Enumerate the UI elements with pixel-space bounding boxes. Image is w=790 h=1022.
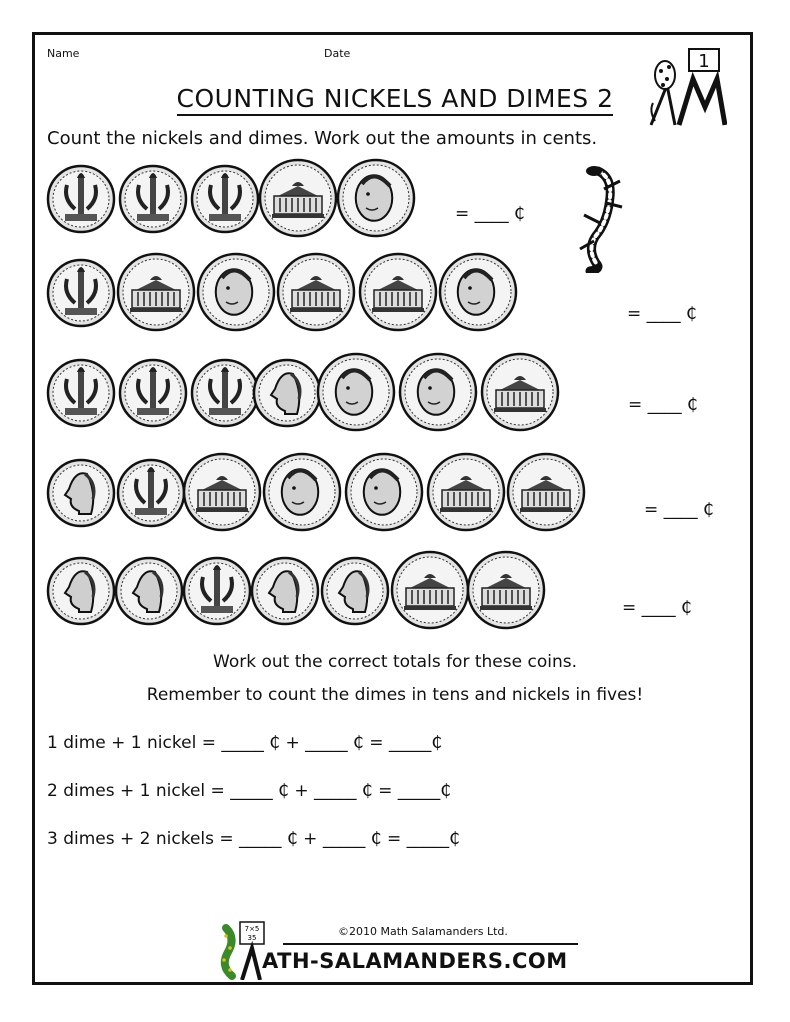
problem-3: 3 dimes + 2 nickels = _____ ₵ + _____ ₵ = _____₵ [47, 829, 460, 849]
svg-text:35: 35 [247, 934, 257, 942]
dime-coin-icon [46, 258, 116, 332]
dime-coin-icon [320, 556, 390, 630]
answer-blank-2: = ____ ₵ [627, 304, 697, 324]
footer-divider [283, 943, 578, 945]
svg-text:7×5: 7×5 [244, 925, 260, 933]
problem-2: 2 dimes + 1 nickel = _____ ₵ + _____ ₵ = _____₵ [47, 781, 452, 801]
nickel-coin-icon [276, 252, 356, 336]
nickel-coin-icon [390, 550, 470, 634]
dime-coin-icon [182, 556, 252, 630]
dime-coin-icon [46, 458, 116, 532]
nickel-coin-icon [438, 252, 518, 336]
nickel-coin-icon [116, 252, 196, 336]
dime-coin-icon [46, 556, 116, 630]
dime-coin-icon [190, 164, 260, 238]
nickel-coin-icon [196, 252, 276, 336]
nickel-coin-icon [336, 158, 416, 242]
footer-salamander-logo [212, 918, 268, 984]
nickel-coin-icon [466, 550, 546, 634]
nickel-coin-icon [398, 352, 478, 436]
nickel-coin-icon [506, 452, 586, 536]
salamander-icon [568, 163, 628, 277]
date-label: Date [324, 47, 351, 60]
answer-blank-1: = ____ ₵ [455, 204, 525, 224]
answer-blank-5: = ____ ₵ [622, 598, 692, 618]
website-text: ATH-SALAMANDERS.COM [262, 949, 568, 973]
nickel-coin-icon [182, 452, 262, 536]
dime-coin-icon [116, 458, 186, 532]
dime-coin-icon [250, 556, 320, 630]
dime-coin-icon [46, 358, 116, 432]
answer-blank-4: = ____ ₵ [644, 500, 714, 520]
dime-coin-icon [46, 164, 116, 238]
instructions-line-2: Remember to count the dimes in tens and nickels in fives! [146, 685, 644, 705]
nickel-coin-icon [480, 352, 560, 436]
nickel-coin-icon [358, 252, 438, 336]
dime-coin-icon [252, 358, 322, 432]
worksheet-title: COUNTING NICKELS AND DIMES 2 [0, 84, 790, 113]
logo-digit: 1 [698, 51, 710, 72]
dime-coin-icon [114, 556, 184, 630]
problem-1: 1 dime + 1 nickel = _____ ₵ + _____ ₵ = _____₵ [47, 733, 443, 753]
dime-coin-icon [118, 164, 188, 238]
dime-coin-icon [118, 358, 188, 432]
nickel-coin-icon [262, 452, 342, 536]
instructions-line-1: Work out the correct totals for these coins. [213, 652, 577, 672]
answer-blank-3: = ____ ₵ [628, 395, 698, 415]
nickel-coin-icon [344, 452, 424, 536]
instructions: Count the nickels and dimes. Work out the amounts in cents. [47, 128, 598, 149]
nickel-coin-icon [258, 158, 338, 242]
name-label: Name [47, 47, 80, 60]
dime-coin-icon [190, 358, 260, 432]
copyright-text: ©2010 Math Salamanders Ltd. [338, 925, 508, 938]
nickel-coin-icon [426, 452, 506, 536]
nickel-coin-icon [316, 352, 396, 436]
